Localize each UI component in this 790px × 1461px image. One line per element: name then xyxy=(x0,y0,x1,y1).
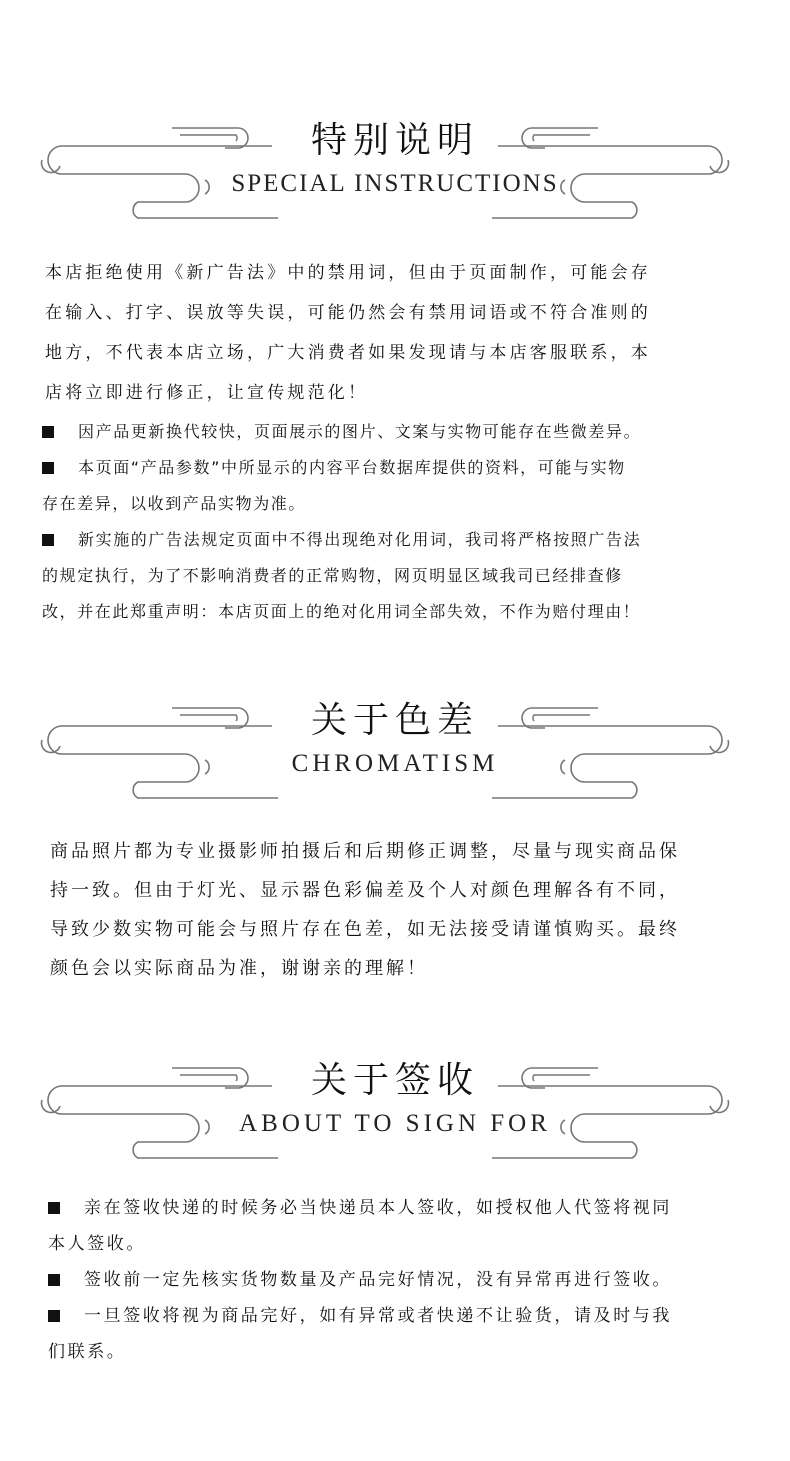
list-item xyxy=(42,414,762,450)
list-item-continuation: 们联系。 xyxy=(48,1342,127,1362)
list-item-continuation: 改，并在此郑重声明：本店页面上的绝对化用词全部失效，不作为赔付理由！ xyxy=(42,602,641,621)
list-item xyxy=(42,450,762,486)
section-title-cn: 关于签收 xyxy=(310,1060,479,1101)
chromatism-paragraph xyxy=(50,832,770,988)
square-bullet-icon xyxy=(42,462,54,474)
sign-for-bullet-list xyxy=(48,1190,768,1370)
square-bullet-icon xyxy=(48,1202,60,1214)
square-bullet-icon xyxy=(48,1310,60,1322)
list-item-continuation: 的规定执行，为了不影响消费者的正常购物，网页明显区域我司已经排查修 xyxy=(42,566,623,585)
list-item-text: 本页面“产品参数”中所显示的内容平台数据库提供的资料，可能与实物 xyxy=(78,458,626,477)
section-title-cn: 特别说明 xyxy=(310,120,479,161)
paragraph-line: 本店拒绝使用《新广告法》中的禁用词，但由于页面制作，可能会存 xyxy=(45,263,651,283)
list-item-text: 一旦签收将视为商品完好，如有异常或者快递不让验货，请及时与我 xyxy=(84,1306,672,1326)
square-bullet-icon xyxy=(42,426,54,438)
special-instructions-section xyxy=(0,110,790,220)
chromatism-section xyxy=(0,690,790,800)
section-title-en: CHROMATISM xyxy=(291,750,499,777)
paragraph-line: 导致少数实物可能会与照片存在色差，如无法接受请谨慎购买。最终 xyxy=(50,919,680,940)
special-instructions-header xyxy=(0,110,790,220)
list-item xyxy=(42,522,762,558)
sign-for-section xyxy=(0,1050,790,1160)
paragraph-line: 商品照片都为专业摄影师拍摄后和后期修正调整，尽量与现实商品保 xyxy=(50,841,680,862)
paragraph-line: 地方，不代表本店立场，广大消费者如果发现请与本店客服联系，本 xyxy=(45,343,651,363)
paragraph-line: 颜色会以实际商品为准，谢谢亲的理解！ xyxy=(50,958,428,979)
list-item xyxy=(48,1298,768,1334)
section-title-en: SPECIAL INSTRUCTIONS xyxy=(231,170,559,197)
section-title-en: ABOUT TO SIGN FOR xyxy=(239,1110,551,1137)
list-item xyxy=(48,1190,768,1226)
chromatism-header xyxy=(0,690,790,800)
sign-for-header xyxy=(0,1050,790,1160)
list-item-continuation: 本人签收。 xyxy=(48,1234,146,1254)
paragraph-line: 店将立即进行修正，让宣传规范化！ xyxy=(45,383,369,403)
special-bullet-list xyxy=(42,414,762,630)
list-item-text: 签收前一定先核实货物数量及产品完好情况，没有异常再进行签收。 xyxy=(84,1270,672,1290)
section-title-cn: 关于色差 xyxy=(310,700,479,741)
paragraph-line: 持一致。但由于灯光、显示器色彩偏差及个人对颜色理解各有不同， xyxy=(50,880,680,901)
list-item-text: 亲在签收快递的时候务必当快递员本人签收，如授权他人代签将视同 xyxy=(84,1198,672,1218)
list-item xyxy=(48,1262,768,1298)
list-item-text: 因产品更新换代较快，页面展示的图片、文案与实物可能存在些微差异。 xyxy=(78,422,642,441)
special-intro-paragraph xyxy=(45,253,765,413)
square-bullet-icon xyxy=(42,534,54,546)
paragraph-line: 在输入、打字、误放等失误，可能仍然会有禁用词语或不符合准则的 xyxy=(45,303,651,323)
square-bullet-icon xyxy=(48,1274,60,1286)
list-item-text: 新实施的广告法规定页面中不得出现绝对化用词，我司将严格按照广告法 xyxy=(78,530,642,549)
list-item-continuation: 存在差异，以收到产品实物为准。 xyxy=(42,494,307,513)
